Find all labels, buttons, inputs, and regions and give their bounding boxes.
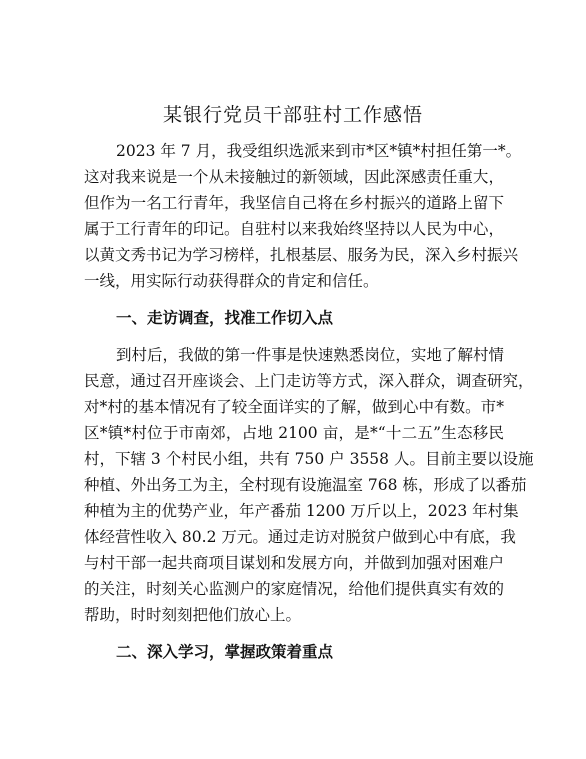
intro-line-4: 属于工行青年的印记。自驻村以来我始终坚持以人民为中心， [84,220,504,238]
intro-line-6: 一线，用实际行动获得群众的肯定和信任。 [84,272,379,290]
section-1-line-9: 与村干部一起共商项目谋划和发展方向，并做到加强对困难户 [84,554,504,572]
section-1-line-3: 对*村的基本情况有了较全面详实的了解，做到心中有数。市* [84,398,504,416]
intro-line-2: 这对我来说是一个从未接触过的新领域，因此深感责任重大， [84,168,504,186]
section-1-line-10: 的关注，时刻关心监测户的家庭情况，给他们提供真实有效的 [84,580,504,598]
section-1-line-1: 到村后，我做的第一件事是快速熟悉岗位，实地了解村情 [116,346,504,364]
section-1-line-6: 种植、外出务工为主，全村现有设施温室 768 栋，形成了以番茄 [84,476,527,494]
intro-line-3: 但作为一名工行青年，我坚信自己将在乡村振兴的道路上留下 [84,194,504,212]
section-1-line-8: 体经营性收入 80.2 万元。通过走访对脱贫户做到心中有底，我 [84,528,516,546]
intro-line-1: 2023 年 7 月，我受组织选派来到市*区*镇*村担任第一*。 [116,142,522,160]
section-1-heading: 一、走访调查，找准工作切入点 [116,308,334,327]
section-1-line-5: 村，下辖 3 个村民小组，共有 750 户 3558 人。目前主要以设施 [84,450,534,468]
section-1-line-2: 民意，通过召开座谈会、上门走访等方式，深入群众，调查研究， [84,372,534,390]
section-2-heading: 二、深入学习，掌握政策着重点 [116,642,334,661]
section-1-line-11: 帮助，时时刻刻把他们放心上。 [84,606,302,624]
section-1-line-7: 种植为主的优势产业，年产番茄 1200 万斤以上，2023 年村集 [84,502,519,520]
intro-line-5: 以黄文秀书记为学习榜样，扎根基层、服务为民，深入乡村振兴 [84,246,519,264]
document-title: 某银行党员干部驻村工作感悟 [162,104,423,126]
section-1-line-4: 区*镇*村位于市南郊，占地 2100 亩，是*“十二五”生态移民 [84,424,504,442]
